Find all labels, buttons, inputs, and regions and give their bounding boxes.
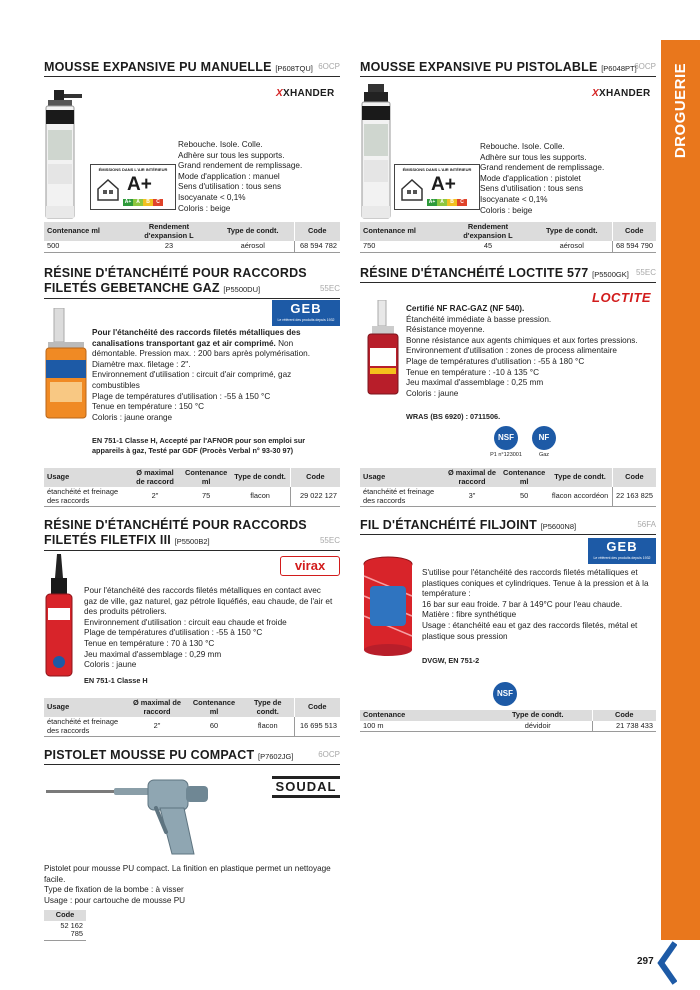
product-table: Usage Ø maximal de raccord Contenance ml Type de condt. Code étanchéité et freinage des raccords 2" 60 flacon 16 695 513	[44, 698, 340, 737]
product-title: MOUSSE EXPANSIVE PU PISTOLABLE [P6048PT]	[360, 60, 637, 74]
emission-label: ÉMISSIONS DANS L'AIR INTÉRIEUR A+ A+ A B C	[90, 164, 176, 210]
product-title: RÉSINE D'ÉTANCHÉITÉ POUR RACCORDS FILETÉS FILETFIX III [P5500B2]	[44, 518, 307, 547]
category-code: 55EC	[635, 268, 656, 277]
product-certification: DVGW, EN 751-2	[422, 656, 480, 665]
product-table: Contenance ml Rendement d'expansion L Type de condt. Code 750 45 aérosol 68 594 790	[360, 222, 656, 253]
product-title: PISTOLET MOUSSE PU COMPACT [P7602JG]	[44, 748, 294, 762]
product-gebetanche-gaz	[44, 266, 340, 504]
product-table: Code 52 162 785	[44, 910, 86, 941]
product-ref: [P7602JG]	[258, 752, 294, 761]
emission-scale: A+ A B C	[123, 199, 163, 206]
filetfix-bottle-image	[44, 554, 74, 678]
category-code: 55EC	[319, 536, 340, 545]
resin-bottle-image	[44, 308, 88, 420]
brand-logo-geb: GEB Le référent des produits depuis 1932	[588, 538, 656, 564]
brand-logo-xhander: XXHANDER	[592, 88, 651, 99]
category-code: 6OCP	[634, 62, 656, 71]
title-rule	[360, 282, 656, 283]
product-certification: WRAS (BS 6920) : 0711506.	[406, 412, 501, 421]
house-icon	[400, 177, 424, 201]
product-title: FIL D'ÉTANCHÉITÉ FILJOINT [P5600N8]	[360, 518, 577, 532]
category-label-wrap	[661, 40, 700, 180]
house-icon	[96, 177, 120, 201]
category-code: 6OCP	[318, 750, 340, 759]
nsf-badge	[490, 682, 520, 706]
table-row: 100 m dévidoir 21 738 433	[360, 721, 656, 732]
product-table: Contenance Type de condt. Code 100 m dévidoir 21 738 433	[360, 710, 656, 732]
filjoint-spool-image	[360, 556, 416, 658]
title-rule	[44, 764, 340, 765]
product-mousse-pistolable	[360, 60, 656, 256]
title-rule	[44, 298, 340, 299]
page-number: 297	[637, 956, 654, 967]
product-description: Rebouche. Isole. Colle. Adhère sur tous les supports. Grand rendement de remplissage. Mode d'application : pistolet Sens d'utilisation : tous sens Isocyanate < 0,1% Coloris : beige	[480, 142, 605, 215]
product-ref: [P5500GK]	[592, 270, 629, 279]
product-filjoint	[360, 518, 656, 736]
product-certification: EN 751-1 Classe H	[84, 676, 148, 685]
chevron-left-icon	[657, 941, 677, 985]
product-description: Pour l'étanchéité des raccords filetés métalliques des canalisations transportant gaz et air comprimé. Non démontable. Pression max. : 200 bars après polymérisation. Diamètre max. filetage : 2". Environnement d'utilisation : circuit d'air comprimé, gaz combustibles Plage de températures d'utilisation : -55 à 150 °C Tenue en température : 150 °C Coloris : jaune orange	[92, 328, 310, 422]
brand-logo-xhander: XXHANDER	[276, 88, 335, 99]
category-code: 6OCP	[318, 62, 340, 71]
product-description: Certifié NF RAC-GAZ (NF 540). Étanchéité immédiate à basse pression. Résistance moyenne. Bonne résistance aux agents chimiques et aux fortes pressions. Environnement d'utilisation : zones de process alimentaire Plage de températures d'utilisation : -55 à 180 °C Tenue en température : -10 à 135 °C Jeu maximal d'assemblage : 0,25 mm Coloris : jaune	[406, 304, 638, 398]
product-loctite-577	[360, 266, 656, 504]
product-description: Rebouche. Isole. Colle. Adhère sur tous les supports. Grand rendement de remplissage. Mode d'application : manuel Sens d'utilisation : tous sens Isocyanate < 0,1% Coloris : beige	[178, 140, 303, 213]
loctite-bottle-image	[366, 300, 402, 396]
product-ref: [P5600N8]	[540, 522, 577, 531]
brand-logo-geb: GEB Le référent des produits depuis 1932	[272, 300, 340, 326]
product-ref: [P608TQU]	[275, 64, 313, 73]
table-row: étanchéité et freinage des raccords 2" 75 flacon 29 022 127	[44, 487, 340, 507]
product-certification: EN 751-1 Classe H, Accepté par l'AFNOR pour son emploi sur appareils à gaz, Testé par GDF (Procès Verbal n° 93-30 97)	[92, 436, 306, 455]
product-description: S'utilise pour l'étanchéité des raccords filetés métalliques et plastiques coniques et cylindriques. Tenue à la pression et à la température : 16 bar sur eau froide. 7 bar à 149°C pour l'eau chaude. Matière : fibre synthétique Usage : étanchéité eau et gaz des raccords filetés, métal et plastique sous pression	[422, 568, 649, 641]
nf-badge: NF Gaz	[528, 426, 560, 458]
category-code: 55EC	[319, 284, 340, 293]
brand-logo-loctite: LOCTITE	[592, 290, 652, 305]
product-table: Usage Ø maximal de raccord Contenance ml Type de condt. Code étanchéité et freinage des raccords 3" 50 flacon accordéon 22 163 825	[360, 468, 656, 507]
title-rule	[360, 534, 656, 535]
category-sidebar	[661, 40, 700, 940]
category-label: DROGUERIE	[672, 62, 689, 158]
brand-logo-virax: virax	[280, 556, 340, 576]
table-row: 52 162 785	[44, 921, 86, 941]
product-ref: [P5500B2]	[174, 537, 210, 546]
product-mousse-manuelle	[44, 60, 340, 256]
title-rule	[44, 76, 340, 77]
product-description: Pistolet pour mousse PU compact. La finition en plastique permet un nettoyage facile. Type de fixation de la bombe : à visser Usage : pour cartouche de mousse PU	[44, 864, 331, 905]
product-ref: [P6048PT]	[601, 64, 637, 73]
product-table: Usage Ø maximal de raccord Contenance ml Type de condt. Code étanchéité et freinage des raccords 2" 75 flacon 29 022 127	[44, 468, 340, 507]
nsf-icon: NSF	[493, 682, 517, 706]
product-table: Contenance ml Rendement d'expansion L Type de condt. Code 500 23 aérosol 68 594 782	[44, 222, 340, 253]
title-rule	[360, 76, 656, 77]
nf-icon: NF	[532, 426, 556, 450]
nsf-icon: NSF	[494, 426, 518, 450]
emission-label: ÉMISSIONS DANS L'AIR INTÉRIEUR A+ A+ A B C	[394, 164, 480, 210]
product-ref: [P5500DU]	[223, 285, 261, 294]
product-title: RÉSINE D'ÉTANCHÉITÉ POUR RACCORDS FILETÉS GEBETANCHE GAZ [P5500DU]	[44, 266, 307, 295]
table-row: étanchéité et freinage des raccords 2" 60 flacon 16 695 513	[44, 717, 340, 737]
emission-scale: A+ A B C	[427, 199, 467, 206]
nsf-badge: NSF P1 n°123001	[486, 426, 526, 458]
foam-gun-image	[44, 778, 244, 858]
category-code: 56FA	[637, 520, 656, 529]
table-row: 750 45 aérosol 68 594 790	[360, 241, 656, 252]
product-pistolet-compact	[44, 748, 340, 940]
product-title: MOUSSE EXPANSIVE PU MANUELLE [P608TQU]	[44, 60, 313, 74]
product-title: RÉSINE D'ÉTANCHÉITÉ LOCTITE 577 [P5500GK]	[360, 266, 629, 280]
table-row: 500 23 aérosol 68 594 782	[44, 241, 340, 252]
product-filetfix-iii	[44, 518, 340, 736]
table-row: étanchéité et freinage des raccords 3" 50 flacon accordéon 22 163 825	[360, 487, 656, 507]
aerosol-can-image	[44, 90, 84, 220]
brand-logo-soudal: SOUDAL	[272, 776, 340, 798]
title-rule	[44, 550, 340, 551]
product-description: Pour l'étanchéité des raccords filetés métalliques en contact avec gaz de ville, gaz naturel, gaz pétrole liquéfiés, eau chaude, de l'air et des produits pétroliers. Environnement d'utilisation : circuit eau chaude et froide Plage de températures d'utilisation : -55 à 150 °C Tenue en température : 70 à 130 °C Jeu maximal d'assemblage : 0,29 mm Coloris : jaune	[84, 586, 333, 670]
